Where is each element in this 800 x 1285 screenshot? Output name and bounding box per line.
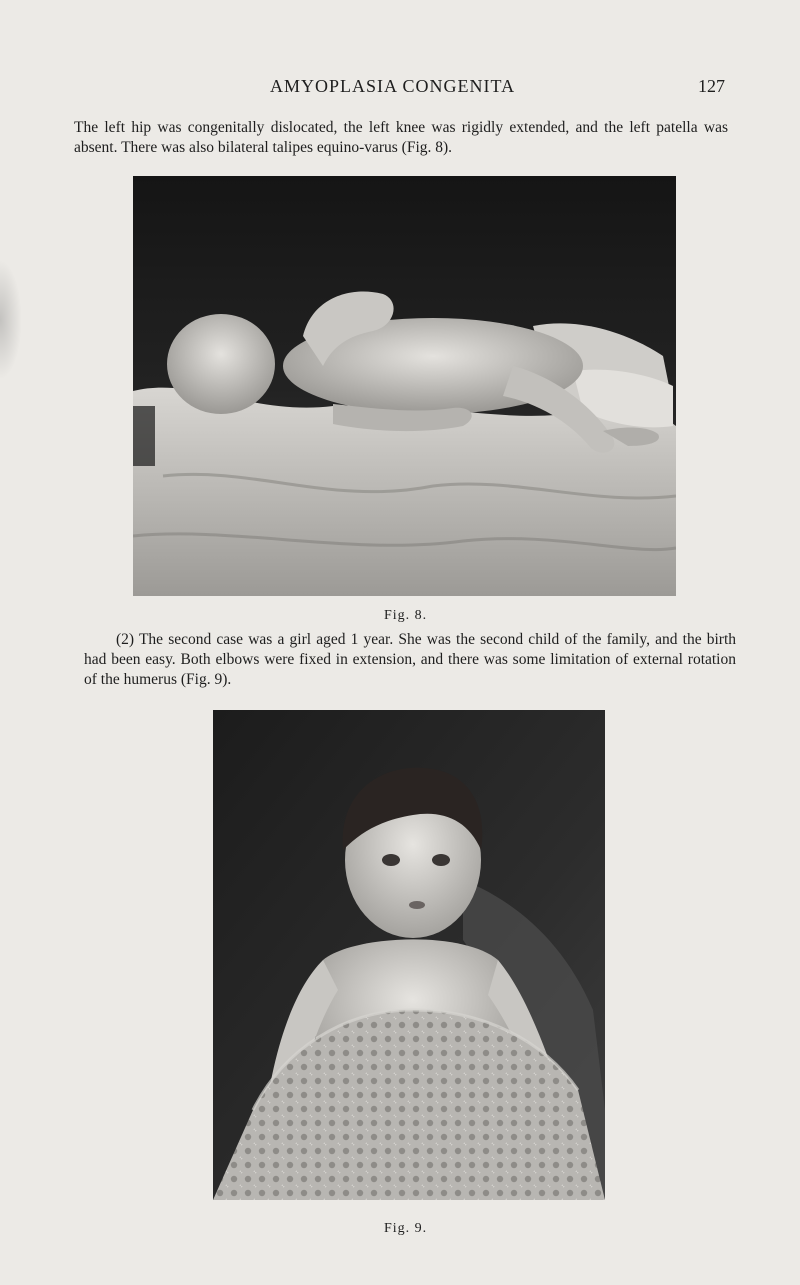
page-edge-shadow [0,260,22,380]
figure-8-caption: Fig. 8. [384,608,428,623]
running-title: AMYOPLASIA CONGENITA [270,76,516,96]
infant-lying-photo [133,176,676,596]
paragraph-2: (2) The second case was a girl aged 1 year. She was the second child of the family, and the birth had been easy. Both elbows were fixed in extension, and there was some limitation of external rotation of the humerus (Fig. 9). [84,631,736,688]
running-head [0,76,800,100]
figure-9-caption: Fig. 9. [384,1221,428,1236]
paragraph-1: The left hip was congenitally dislocated, the left knee was rigidly extended, and the left patella was absent. There was also bilateral talipes equino-varus (Fig. 8). [74,119,728,156]
figure-9-photo [213,710,605,1200]
seated-girl-photo [213,710,605,1200]
page-number: 127 [698,76,725,96]
figure-8-photo [133,176,676,596]
